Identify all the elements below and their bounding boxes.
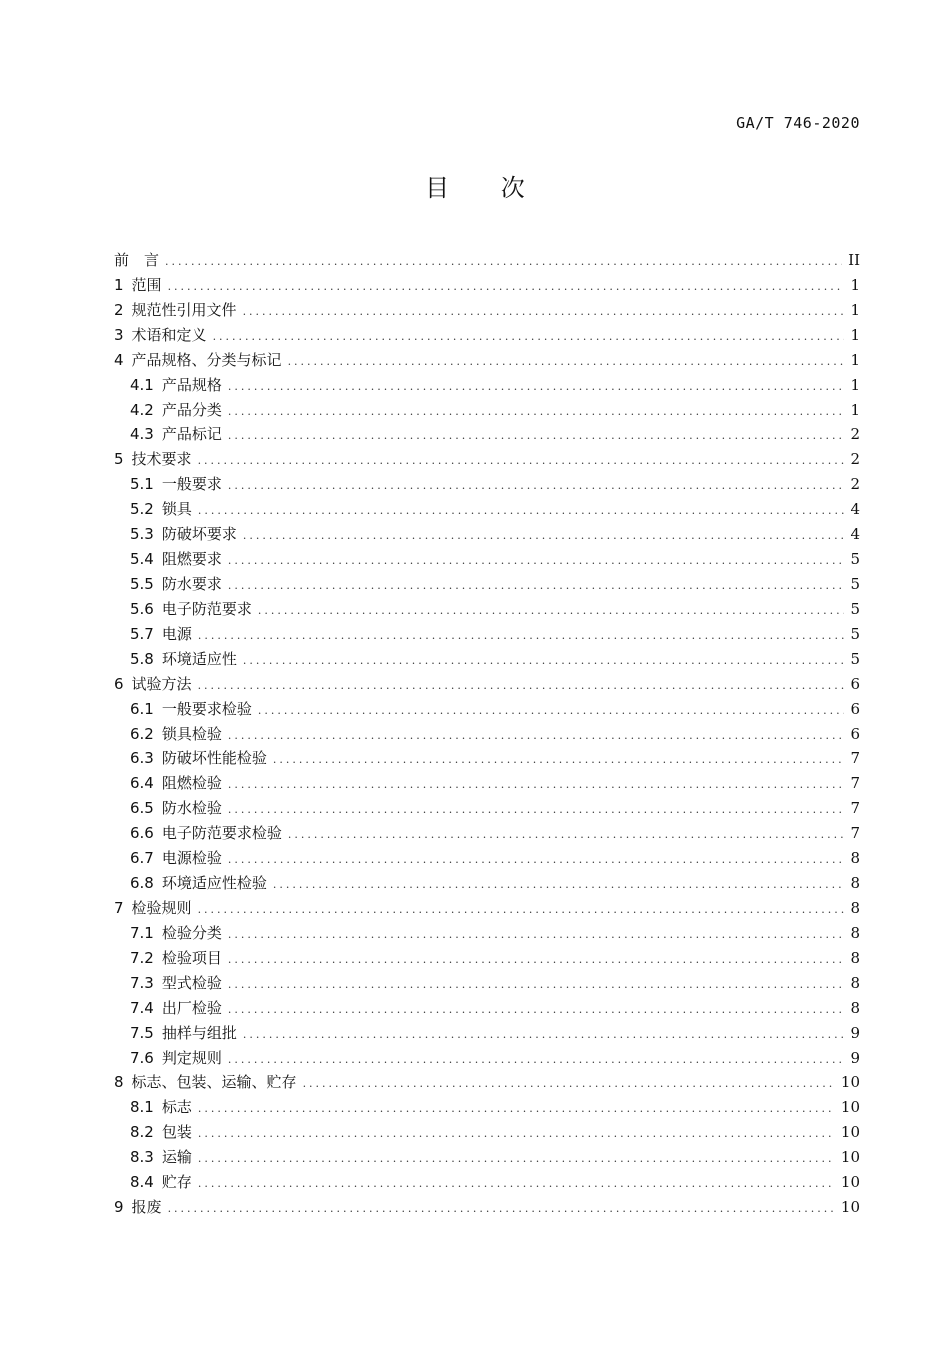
toc-entry-number: 6.8 — [130, 874, 154, 893]
toc-entry[interactable] — [114, 572, 860, 597]
toc-entry-label: 型式检验 — [161, 973, 222, 992]
toc-entry-number: 5.2 — [130, 500, 154, 519]
toc-entry-number: 5.3 — [130, 525, 154, 544]
toc-entry-label: 出厂检验 — [161, 998, 222, 1017]
toc-entry-page: II — [848, 251, 860, 269]
toc-entry[interactable] — [114, 996, 860, 1021]
toc-leader-dots — [288, 350, 845, 375]
toc-entry[interactable] — [114, 697, 860, 722]
toc-entry-label: 包装 — [161, 1123, 192, 1142]
toc-entry-page: 10 — [840, 1123, 860, 1142]
toc-entry[interactable] — [114, 871, 860, 896]
toc-entry[interactable] — [114, 846, 860, 871]
toc-entry-label: 一般要求 — [161, 475, 222, 494]
toc-entry[interactable] — [114, 1021, 860, 1046]
toc-entry[interactable] — [114, 1170, 860, 1195]
toc-entry-page: 1 — [850, 300, 860, 319]
toc-leader-dots — [228, 574, 845, 599]
toc-entry[interactable] — [114, 1095, 860, 1120]
toc-entry-label: 锁具 — [161, 500, 192, 519]
toc-entry[interactable] — [114, 497, 860, 522]
toc-entry-label: 规范性引用文件 — [131, 300, 237, 319]
toc-entry-number: 6.2 — [130, 724, 154, 743]
toc-entry[interactable] — [114, 348, 860, 373]
toc-entry-page: 10 — [840, 1198, 860, 1217]
toc-entry[interactable] — [114, 971, 860, 996]
toc-entry[interactable] — [114, 597, 860, 622]
toc-entry[interactable] — [114, 796, 860, 821]
toc-entry-number: 6.3 — [130, 749, 154, 768]
toc-entry[interactable] — [114, 547, 860, 572]
toc-entry-page: 8 — [850, 849, 860, 868]
toc-leader-dots — [198, 1122, 835, 1147]
toc-entry-page: 5 — [850, 550, 860, 569]
toc-entry-label: 标志、包装、运输、贮存 — [131, 1073, 297, 1092]
toc-entry-number: 6 — [114, 674, 124, 693]
toc-entry[interactable] — [114, 472, 860, 497]
toc-entry-label: 检验分类 — [161, 923, 222, 942]
table-of-contents — [114, 248, 860, 1220]
toc-entry-number: 7 — [114, 898, 124, 917]
toc-entry[interactable] — [114, 722, 860, 747]
toc-leader-dots — [243, 649, 845, 674]
toc-entry[interactable] — [114, 1046, 860, 1071]
toc-entry-page: 6 — [850, 724, 860, 743]
toc-leader-dots — [228, 848, 845, 873]
toc-entry-number: 5.6 — [130, 599, 154, 618]
toc-entry[interactable] — [114, 921, 860, 946]
toc-entry[interactable] — [114, 771, 860, 796]
toc-entry-page: 10 — [840, 1148, 860, 1167]
toc-entry-label: 阻燃检验 — [161, 774, 222, 793]
toc-entry-page: 8 — [850, 948, 860, 967]
toc-entry-page: 10 — [840, 1073, 860, 1092]
toc-entry-page: 6 — [850, 699, 860, 718]
toc-entry-page: 5 — [850, 624, 860, 643]
toc-entry-page: 1 — [850, 275, 860, 294]
toc-entry-label: 电源检验 — [161, 849, 222, 868]
toc-entry[interactable] — [114, 522, 860, 547]
toc-entry-page: 1 — [850, 325, 860, 344]
toc-entry[interactable] — [114, 373, 860, 398]
toc-entry-label: 技术要求 — [131, 450, 192, 469]
toc-entry-number: 8.4 — [130, 1173, 154, 1192]
toc-leader-dots — [288, 823, 845, 848]
toc-entry-page: 8 — [850, 998, 860, 1017]
toc-entry-number: 8.2 — [130, 1123, 154, 1142]
toc-leader-dots — [243, 524, 845, 549]
toc-entry[interactable] — [114, 647, 860, 672]
toc-leader-dots — [198, 1172, 835, 1197]
toc-entry[interactable] — [114, 273, 860, 298]
toc-entry-label: 产品规格 — [161, 375, 222, 394]
toc-entry-number: 7.3 — [130, 973, 154, 992]
toc-leader-dots — [243, 1023, 845, 1048]
toc-entry[interactable] — [114, 422, 860, 447]
toc-leader-dots — [198, 674, 845, 699]
toc-entry-number: 3 — [114, 325, 124, 344]
toc-entry-page: 7 — [850, 799, 860, 818]
toc-entry-page: 5 — [850, 599, 860, 618]
toc-entry-label: 范围 — [131, 275, 162, 294]
toc-entry-page: 10 — [840, 1173, 860, 1192]
toc-entry-label: 阻燃要求 — [161, 550, 222, 569]
toc-entry-page: 5 — [850, 649, 860, 668]
toc-entry-page: 9 — [850, 1048, 860, 1067]
toc-entry-number: 6.4 — [130, 774, 154, 793]
toc-entry-number: 7.4 — [130, 998, 154, 1017]
toc-entry-page: 9 — [850, 1023, 860, 1042]
toc-entry[interactable] — [114, 896, 860, 921]
toc-entry-label: 产品规格、分类与标记 — [131, 350, 282, 369]
toc-entry-page: 7 — [850, 749, 860, 768]
toc-entry-page: 2 — [850, 425, 860, 444]
toc-entry-number: 5.5 — [130, 574, 154, 593]
toc-entry-number: 6.1 — [130, 699, 154, 718]
toc-entry[interactable] — [114, 248, 860, 273]
toc-entry-page: 8 — [850, 898, 860, 917]
toc-leader-dots — [168, 1197, 835, 1222]
toc-entry-number: 6.6 — [130, 824, 154, 843]
toc-leader-dots — [228, 549, 845, 574]
toc-entry[interactable] — [114, 398, 860, 423]
toc-entry-number: 6.5 — [130, 799, 154, 818]
toc-entry-label: 报废 — [131, 1198, 162, 1217]
toc-leader-dots — [228, 400, 845, 425]
toc-entry-number: 7.5 — [130, 1023, 154, 1042]
toc-entry[interactable] — [114, 672, 860, 697]
toc-entry-label: 前 言 — [114, 251, 160, 269]
toc-entry-label: 术语和定义 — [131, 325, 207, 344]
toc-entry-label: 环境适应性 — [161, 649, 237, 668]
toc-entry[interactable] — [114, 1120, 860, 1145]
toc-entry-label: 环境适应性检验 — [161, 874, 267, 893]
toc-entry-page: 6 — [850, 674, 860, 693]
toc-leader-dots — [228, 474, 845, 499]
toc-entry[interactable] — [114, 1145, 860, 1170]
toc-entry-page: 2 — [850, 450, 860, 469]
toc-entry-page: 10 — [840, 1098, 860, 1117]
toc-entry-label: 一般要求检验 — [161, 699, 252, 718]
toc-leader-dots — [228, 375, 845, 400]
toc-entry-label: 产品标记 — [161, 425, 222, 444]
toc-entry-page: 5 — [850, 574, 860, 593]
toc-entry-number: 4.1 — [130, 375, 154, 394]
toc-entry-label: 检验项目 — [161, 948, 222, 967]
toc-entry-label: 产品分类 — [161, 400, 222, 419]
toc-entry[interactable] — [114, 746, 860, 771]
toc-entry-label: 运输 — [161, 1148, 192, 1167]
toc-entry-number: 4.2 — [130, 400, 154, 419]
toc-entry[interactable] — [114, 622, 860, 647]
toc-entry-page: 1 — [850, 350, 860, 369]
toc-leader-dots — [228, 923, 845, 948]
toc-entry-page: 4 — [850, 525, 860, 544]
toc-entry-label: 防水要求 — [161, 574, 222, 593]
toc-entry-label: 检验规则 — [131, 898, 192, 917]
toc-entry[interactable] — [114, 821, 860, 846]
toc-entry-label: 电子防范要求 — [161, 599, 252, 618]
toc-entry-label: 防破坏性能检验 — [161, 749, 267, 768]
toc-entry-label: 锁具检验 — [161, 724, 222, 743]
toc-entry[interactable] — [114, 946, 860, 971]
toc-leader-dots — [228, 773, 845, 798]
toc-leader-dots — [228, 424, 845, 449]
toc-entry-page: 2 — [850, 475, 860, 494]
toc-entry-number: 7.6 — [130, 1048, 154, 1067]
toc-entry-page: 1 — [850, 400, 860, 419]
toc-entry-page: 7 — [850, 824, 860, 843]
toc-leader-dots — [228, 973, 845, 998]
toc-leader-dots — [303, 1072, 835, 1097]
toc-entry-page: 8 — [850, 874, 860, 893]
toc-leader-dots — [243, 300, 845, 325]
toc-leader-dots — [198, 449, 845, 474]
toc-leader-dots — [198, 624, 845, 649]
toc-entry-page: 1 — [850, 375, 860, 394]
toc-leader-dots — [228, 998, 845, 1023]
toc-leader-dots — [258, 699, 845, 724]
toc-entry-page: 8 — [850, 973, 860, 992]
toc-entry-number: 5.8 — [130, 649, 154, 668]
toc-entry-number: 8.1 — [130, 1098, 154, 1117]
toc-leader-dots — [228, 1048, 845, 1073]
toc-entry-label: 贮存 — [161, 1173, 192, 1192]
toc-entry-number: 4.3 — [130, 425, 154, 444]
toc-entry-number: 6.7 — [130, 849, 154, 868]
toc-entry-number: 9 — [114, 1198, 124, 1217]
toc-entry[interactable] — [114, 298, 860, 323]
toc-entry-number: 5.7 — [130, 624, 154, 643]
toc-entry-label: 标志 — [161, 1098, 192, 1117]
toc-entry-number: 7.2 — [130, 948, 154, 967]
toc-entry-number: 4 — [114, 350, 124, 369]
toc-entry-number: 1 — [114, 275, 124, 294]
toc-leader-dots — [273, 748, 845, 773]
toc-entry-label: 判定规则 — [161, 1048, 222, 1067]
toc-entry[interactable] — [114, 1070, 860, 1095]
toc-leader-dots — [228, 948, 845, 973]
toc-entry-label: 防破坏要求 — [161, 525, 237, 544]
toc-title: 目 次 — [425, 174, 547, 202]
toc-leader-dots — [213, 325, 845, 350]
toc-leader-dots — [165, 250, 842, 275]
toc-leader-dots — [228, 724, 845, 749]
toc-entry[interactable] — [114, 447, 860, 472]
toc-entry[interactable] — [114, 1195, 860, 1220]
toc-entry-label: 电子防范要求检验 — [161, 824, 282, 843]
toc-leader-dots — [168, 275, 845, 300]
document-code: GA/T 746-2020 — [736, 114, 860, 132]
toc-entry-page: 8 — [850, 923, 860, 942]
toc-entry-number: 5.4 — [130, 550, 154, 569]
toc-leader-dots — [198, 1097, 835, 1122]
toc-leader-dots — [198, 499, 845, 524]
toc-entry-page: 7 — [850, 774, 860, 793]
toc-entry-number: 5 — [114, 450, 124, 469]
toc-entry-number: 2 — [114, 300, 124, 319]
toc-entry[interactable] — [114, 323, 860, 348]
toc-entry-label: 防水检验 — [161, 799, 222, 818]
toc-leader-dots — [228, 798, 845, 823]
toc-entry-number: 8.3 — [130, 1148, 154, 1167]
toc-entry-number: 5.1 — [130, 475, 154, 494]
toc-entry-label: 电源 — [161, 624, 192, 643]
toc-entry-label: 试验方法 — [131, 674, 192, 693]
toc-leader-dots — [198, 1147, 835, 1172]
toc-entry-number: 7.1 — [130, 923, 154, 942]
toc-leader-dots — [273, 873, 845, 898]
toc-entry-page: 4 — [850, 500, 860, 519]
toc-entry-number: 8 — [114, 1073, 124, 1092]
toc-entry-label: 抽样与组批 — [161, 1023, 237, 1042]
toc-leader-dots — [198, 898, 845, 923]
toc-leader-dots — [258, 599, 845, 624]
